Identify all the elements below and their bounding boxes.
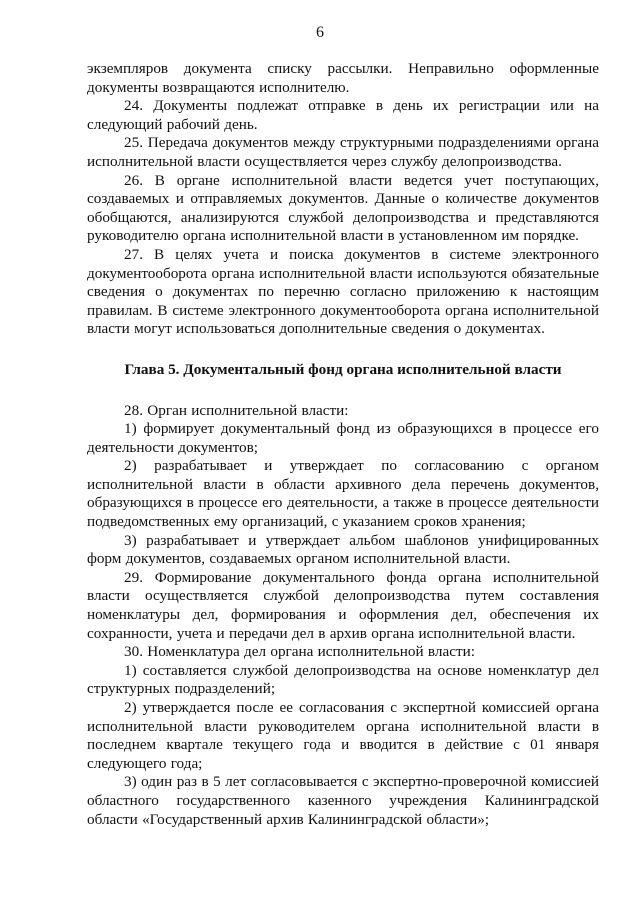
paragraph: экземпляров документа списку рассылки. Неправильно оформленные документы возвращаются исполнителю. bbox=[87, 60, 599, 96]
list-item: 1) составляется службой делопроизводства на основе номенклатур дел структурных подразделений; bbox=[87, 661, 599, 698]
page-number: 6 bbox=[316, 24, 324, 41]
list-item: 3) разрабатывает и утверждает альбом шаблонов унифицированных форм документов, создаваемых органом исполнительной власти. bbox=[87, 531, 599, 568]
chapter-title: Глава 5. Документальный фонд органа исполнительной власти bbox=[124, 360, 562, 378]
list-item: 2) утверждается после ее согласования с экспертной комиссией органа исполнительной власти руководителем органа исполнительной власти в последнем квартале текущего года и вводится в действие с 01 января следующего года; bbox=[87, 699, 599, 772]
paragraphs-after-chapter bbox=[87, 402, 599, 830]
paragraph-28: 28. Орган исполнительной власти: bbox=[124, 401, 349, 419]
paragraph-26: 26. В органе исполнительной власти ведется учет поступающих, создаваемых и отправляемых документов. Данные о количестве документов обобщаются, анализируются службой делопроизводства и представляются руководителю органа исполнительной власти в установленном им порядке. bbox=[87, 171, 599, 245]
paragraph-30: 30. Номенклатура дел органа исполнительной власти: bbox=[124, 643, 475, 661]
document-body bbox=[87, 60, 599, 829]
paragraph-25: 25. Передача документов между структурными подразделениями органа исполнительной власти осуществляется через службу делопроизводства. bbox=[87, 134, 599, 170]
paragraph-29: 29. Формирование документального фонда органа исполнительной власти осуществляется службой делопроизводства путем составления номенклатуры дел, формирования и оформления дел, обеспечения их сохранности, учета и передачи дел в архив органа исполнительной власти. bbox=[87, 568, 599, 642]
paragraphs-before-chapter bbox=[87, 60, 599, 339]
paragraph-24: 24. Документы подлежат отправке в день их регистрации или на следующий рабочий день. bbox=[87, 97, 599, 133]
list-item: 3) один раз в 5 лет согласовывается с экспертно-проверочной комиссией областного государственного казенного учреждения Калининградской области «Государственный архив Калининградской области»; bbox=[87, 773, 599, 828]
paragraph-27: 27. В целях учета и поиска документов в системе электронного документооборота органа исполнительной власти используются обязательные сведения о документах по перечню согласно приложению к настоящим правилам. В системе электронного документооборота органа исполнительной власти могут использоваться дополнительные сведения о документах. bbox=[87, 245, 599, 338]
list-item: 2) разрабатывает и утверждает по согласованию с органом исполнительной власти в области архивного дела перечень документов, образующихся в процессе его деятельности, а также в процессе деятельности подведомственных ему организаций, с указанием сроков хранения; bbox=[87, 457, 599, 531]
list-item: 1) формирует документальный фонд из образующихся в процессе его деятельности документов; bbox=[87, 420, 599, 456]
